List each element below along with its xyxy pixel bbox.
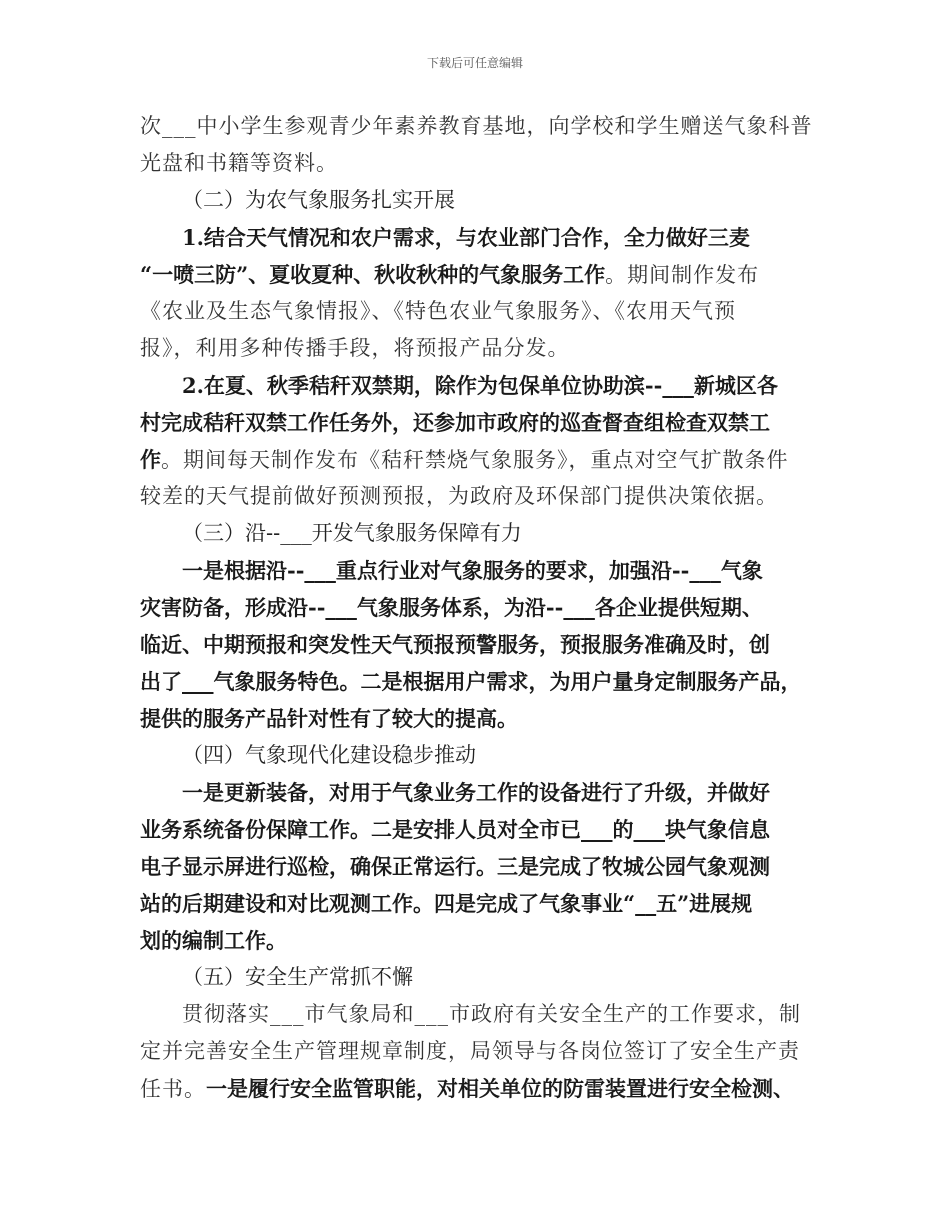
text-line bbox=[140, 959, 830, 996]
page-header: 下载后可任意编辑 bbox=[426, 56, 523, 70]
text-segment: 报》，利用多种传播手段，将预报产品分发。 bbox=[140, 336, 570, 360]
text-line bbox=[140, 589, 830, 626]
text-line bbox=[140, 1033, 830, 1070]
text-segment: （五）安全生产常抓不懈 bbox=[182, 965, 413, 989]
text-line bbox=[140, 663, 830, 700]
text-segment: 一是履行安全监管职能，对相关单位的防雷装置进行安全检测、 bbox=[206, 1076, 794, 1101]
text-segment: 。期间制作发布 bbox=[605, 263, 760, 287]
text-line bbox=[140, 441, 830, 478]
text-segment: 一是根据沿--___重点行业对气象服务的要求，加强沿--___气象 bbox=[182, 558, 763, 583]
text-line bbox=[140, 515, 830, 552]
text-line bbox=[140, 774, 830, 811]
text-segment: 站的后期建设和对比观测工作。四是完成了气象事业“__五”进展规 bbox=[140, 891, 753, 916]
text-segment: 2.在夏、秋季秸秆双禁期，除作为包保单位协助滨--___新城区各 bbox=[182, 373, 778, 398]
text-segment: “一喷三防”、夏收夏种、秋收秋种的气象服务工作 bbox=[140, 262, 606, 287]
text-segment: 。期间每天制作发布《秸秆禁烧气象服务》，重点对空气扩散条件 bbox=[161, 448, 789, 472]
text-segment: 光盘和书籍等资料。 bbox=[140, 151, 338, 175]
text-segment: 任书。 bbox=[140, 1077, 206, 1101]
text-segment: 业务系统备份保障工作。二是安排人员对全市已___的___块气象信息 bbox=[140, 817, 770, 842]
text-line bbox=[140, 811, 830, 848]
text-segment: 作 bbox=[140, 447, 161, 472]
text-segment: 村完成秸秆双禁工作任务外，还参加市政府的巡查督查组检查双禁工 bbox=[140, 410, 770, 435]
text-segment: 划的编制工作。 bbox=[140, 928, 287, 953]
text-segment: 出了___气象服务特色。二是根据用户需求，为用户量身定制服务产品， bbox=[140, 669, 802, 694]
text-segment: （二）为农气象服务扎实开展 bbox=[182, 188, 455, 212]
text-segment: 次___中小学生参观青少年素养教育基地，向学校和学生赠送气象科普 bbox=[140, 114, 813, 138]
text-line bbox=[140, 330, 830, 367]
text-segment: 临近、中期预报和突发性天气预报预警服务，预报服务准确及时，创 bbox=[140, 632, 770, 657]
text-line bbox=[140, 626, 830, 663]
text-line bbox=[140, 145, 830, 182]
text-segment: 较差的天气提前做好预测预报，为政府及环保部门提供决策依据。 bbox=[140, 484, 778, 508]
text-line bbox=[140, 700, 830, 737]
text-line bbox=[140, 219, 830, 256]
text-line bbox=[140, 848, 830, 885]
text-line bbox=[140, 404, 830, 441]
text-line bbox=[140, 996, 830, 1033]
text-segment: 《农业及生态气象情报》、《特色农业气象服务》、《农用天气预 bbox=[140, 299, 736, 323]
text-segment: 灾害防备，形成沿--___气象服务体系，为沿--___各企业提供短期、 bbox=[140, 595, 763, 620]
text-line bbox=[140, 885, 830, 922]
text-line bbox=[140, 182, 830, 219]
text-line bbox=[140, 293, 830, 330]
text-line bbox=[140, 367, 830, 404]
text-segment: （四）气象现代化建设稳步推动 bbox=[182, 743, 476, 767]
text-segment: 1.结合天气情况和农户需求，与农业部门合作，全力做好三麦 bbox=[182, 225, 750, 250]
text-line bbox=[140, 108, 830, 145]
text-segment: 定并完善安全生产管理规章制度，局领导与各岗位签订了安全生产责 bbox=[140, 1039, 800, 1063]
text-segment: 一是更新装备，对用于气象业务工作的设备进行了升级，并做好 bbox=[182, 780, 770, 805]
document-body bbox=[140, 108, 830, 1107]
text-line bbox=[140, 1070, 830, 1107]
text-segment: 贯彻落实___市气象局和___市政府有关安全生产的工作要求，制 bbox=[182, 1002, 801, 1026]
text-segment: 电子显示屏进行巡检，确保正常运行。三是完成了牧城公园气象观测 bbox=[140, 854, 770, 879]
text-line bbox=[140, 256, 830, 293]
text-segment: 提供的服务产品针对性有了较大的提高。 bbox=[140, 706, 518, 731]
text-line bbox=[140, 922, 830, 959]
text-line bbox=[140, 478, 830, 515]
text-segment: （三）沿--___开发气象服务保障有力 bbox=[182, 521, 522, 545]
text-line bbox=[140, 552, 830, 589]
text-line bbox=[140, 737, 830, 774]
